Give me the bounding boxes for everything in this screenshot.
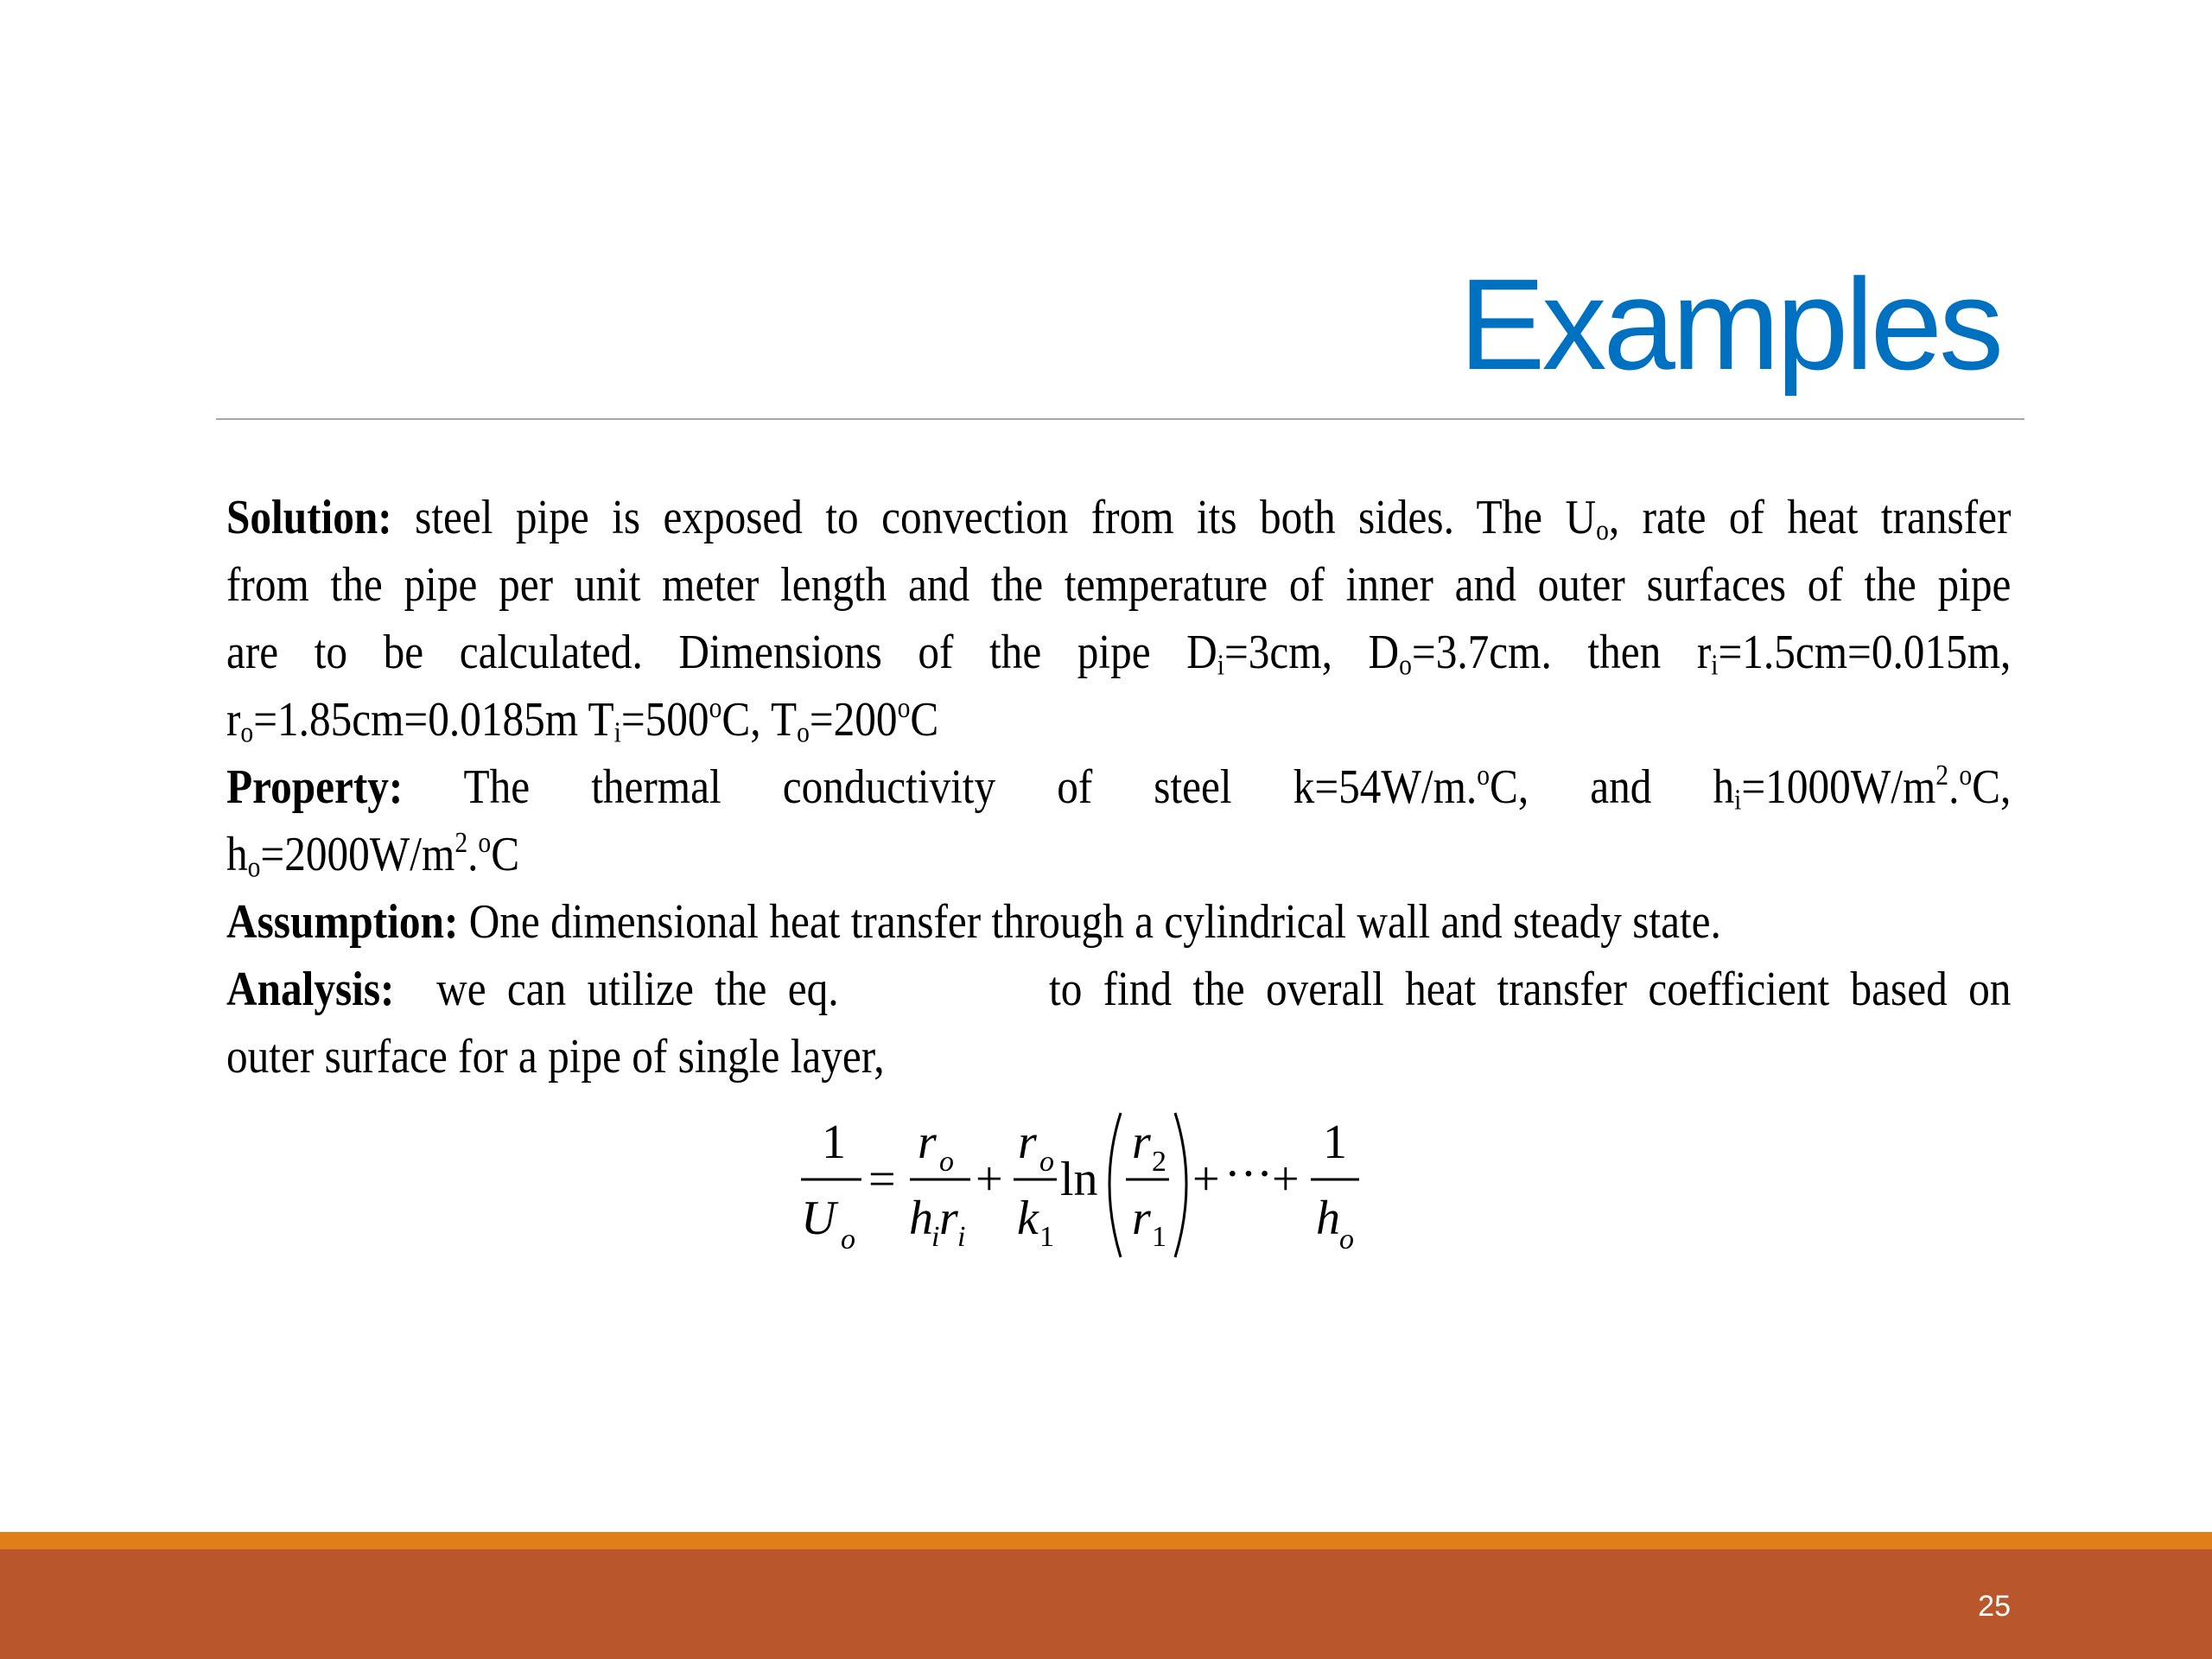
body-line: $r_o=1.85cm=0.0185m$ $T_i=500^oC$, $T_o=200^oC$ bbox=[226, 692, 939, 749]
svg-text:h: h bbox=[1316, 1192, 1340, 1245]
analysis-label: Analysis: bbox=[226, 963, 395, 1016]
eq-ellipsis: ··· bbox=[1224, 1147, 1273, 1201]
body-line: outer surface for a pipe of single layer, bbox=[226, 1030, 885, 1084]
svg-text:r: r bbox=[1132, 1116, 1151, 1169]
property-label: Property: bbox=[226, 760, 404, 814]
body-line: are to be calculated. Dimensions of the pipe $D_i=3cm$, $D_o=3.7cm$. then $r_i=1.5cm=0.015m$, bbox=[226, 626, 2012, 682]
right-paren bbox=[1175, 1113, 1186, 1257]
svg-text:o: o bbox=[841, 1224, 855, 1255]
assumption-label: Assumption: bbox=[226, 895, 459, 949]
eq-U: U bbox=[801, 1192, 836, 1245]
svg-text:k: k bbox=[1017, 1192, 1039, 1245]
svg-text:r: r bbox=[1018, 1116, 1037, 1169]
svg-text:o: o bbox=[1339, 1224, 1354, 1255]
eq-equals: = bbox=[868, 1153, 896, 1206]
body-line: Analysis: we can utilize the eq. to find the overall heat transfer coefficient based on bbox=[226, 963, 2012, 1016]
eq-numerator: 1 bbox=[822, 1116, 846, 1169]
svg-text:o: o bbox=[1039, 1146, 1054, 1178]
svg-text:r: r bbox=[918, 1116, 937, 1169]
svg-text:+: + bbox=[1192, 1153, 1220, 1206]
svg-text:+: + bbox=[1272, 1153, 1300, 1206]
svg-text:h: h bbox=[909, 1192, 933, 1245]
svg-text:r: r bbox=[939, 1192, 958, 1245]
body-line: Property: The thermal conductivity of steel k=54W/m.$^o$C, and $h_i=1000W/m^2.^oC$, bbox=[226, 760, 2012, 817]
svg-text:2: 2 bbox=[1152, 1146, 1166, 1178]
left-paren bbox=[1109, 1113, 1121, 1257]
svg-text:r: r bbox=[1132, 1192, 1151, 1245]
footer-accent-bar bbox=[0, 1532, 2212, 1549]
svg-text:i: i bbox=[931, 1221, 940, 1253]
page-number: 25 bbox=[1978, 1590, 2011, 1623]
svg-text:o: o bbox=[939, 1146, 954, 1178]
svg-text:1: 1 bbox=[1039, 1221, 1054, 1253]
body-line: Assumption: One dimensional heat transfer through a cylindrical wall and steady state. bbox=[226, 895, 1721, 949]
body-line: $h_o=2000W/m^2.^oC$ bbox=[226, 827, 520, 884]
svg-text:1: 1 bbox=[1323, 1116, 1347, 1169]
slide-body bbox=[226, 484, 2011, 1090]
body-line: Solution: steel pipe is exposed to convection from its both sides. The $U_o$, rate of heat transfer bbox=[226, 491, 2012, 547]
body-line: from the pipe per unit meter length and the temperature of inner and outer surfaces of the pipe bbox=[226, 558, 2012, 612]
solution-label: Solution: bbox=[226, 491, 392, 544]
slide-title: Examples bbox=[1459, 251, 2000, 397]
overall-heat-transfer-equation bbox=[782, 1097, 1404, 1270]
eq-ln: ln bbox=[1060, 1153, 1098, 1206]
eq-plus: + bbox=[976, 1153, 1003, 1206]
footer-band bbox=[0, 1549, 2212, 1659]
title-divider bbox=[216, 418, 2024, 420]
svg-text:1: 1 bbox=[1152, 1221, 1166, 1253]
svg-text:i: i bbox=[957, 1221, 966, 1253]
